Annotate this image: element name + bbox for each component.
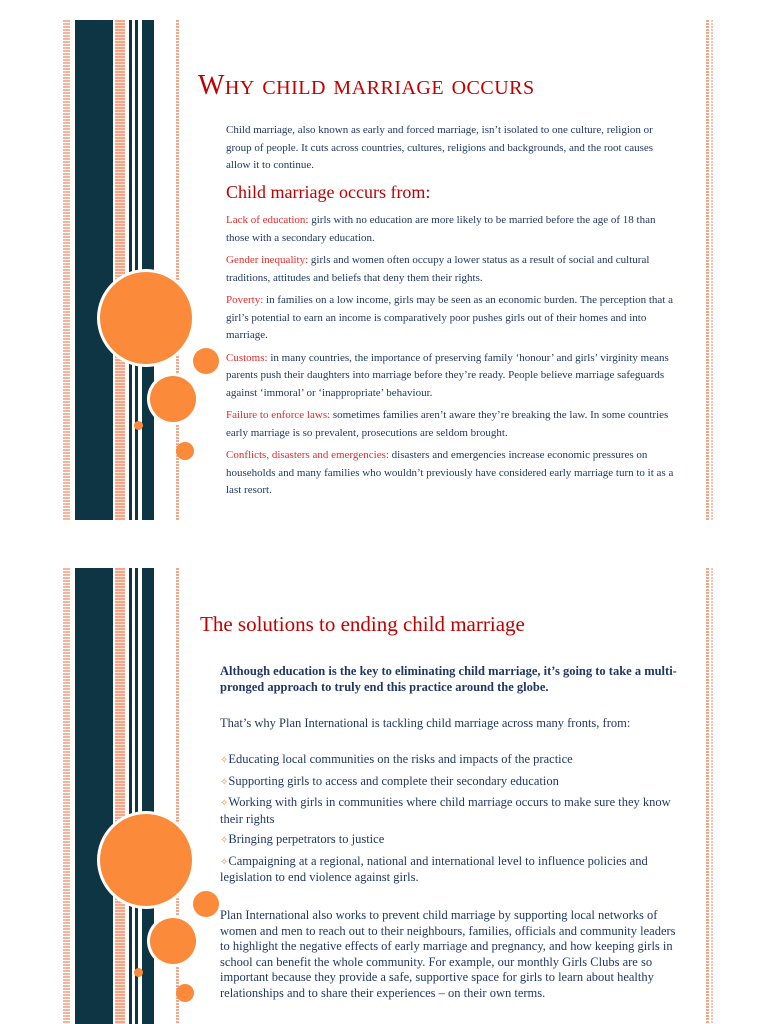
decor-stripe bbox=[75, 20, 113, 520]
bullet-text: Supporting girls to access and complete their secondary education bbox=[228, 773, 559, 788]
list-item bbox=[226, 350, 674, 403]
slide-title: The solutions to ending child marriage bbox=[200, 612, 525, 636]
decor-stripe bbox=[142, 568, 154, 1024]
bullet-diamond-icon: ✧ bbox=[220, 776, 229, 788]
solutions-list bbox=[220, 752, 680, 891]
decor-circle-medium bbox=[150, 918, 196, 964]
cause-label: Customs: bbox=[226, 351, 268, 364]
intro-paragraph: Child marriage, also known as early and forced marriage, isn’t isolated to one culture, religion or group of people. It cuts across countries, cultures, religions and backgrounds, and the root causes allow it to continue. bbox=[226, 124, 654, 171]
decor-stripe bbox=[135, 568, 138, 1024]
closing-paragraph: Plan International also works to prevent child marriage by supporting local networks of women and men to reach out to their neighbours, families, officials and community leaders to highlight the negative effects of early marriage and pregnancy, and how keeping girls in school can benefit the whole community. For example, our monthly Girls Clubs are so important because they provide a safe, supportive space for girls to learn about healthy relationships and to share their experiences – on their own terms. bbox=[220, 908, 676, 1000]
cause-text: in families on a low income, girls may be seen as an economic burden. The perception that a girl’s potential to earn an income is comparatively poor pushes girls out of their homes and into marriage. bbox=[226, 294, 674, 341]
section-subtitle: Child marriage occurs from: bbox=[226, 182, 431, 202]
slide-separator bbox=[0, 520, 768, 548]
cause-label: Failure to enforce laws: bbox=[226, 409, 331, 421]
bullet-text: Campaigning at a regional, national and international level to influence policies and legislation to end violence against girls. bbox=[220, 853, 648, 884]
decor-circle-medium bbox=[150, 376, 196, 422]
cause-text: sometimes families aren’t aware they’re breaking the law. In some countries early marriage is so prevalent, prosecutions are seldom brought. bbox=[226, 409, 669, 439]
bullet-diamond-icon: ✧ bbox=[220, 856, 229, 868]
decor-circle-dot bbox=[134, 421, 143, 430]
decor-circle-small bbox=[176, 984, 194, 1002]
list-item bbox=[220, 752, 680, 769]
lead-paragraph: Although education is the key to eliminating child marriage, it’s going to take a multi-pronged approach to truly end this practice around the globe. bbox=[220, 664, 677, 694]
decor-circle-large bbox=[100, 814, 192, 906]
decor-stripe bbox=[129, 568, 132, 1024]
decor-stripe bbox=[135, 20, 138, 520]
cause-label: Gender inequality: bbox=[226, 254, 309, 266]
causes-list bbox=[226, 212, 674, 505]
list-item bbox=[220, 854, 680, 886]
decor-stripe bbox=[142, 20, 154, 520]
bullet-text: Bringing perpetrators to justice bbox=[228, 832, 385, 846]
bullet-diamond-icon: ✧ bbox=[220, 755, 229, 766]
decor-stripe bbox=[711, 568, 713, 1024]
list-item bbox=[226, 212, 674, 247]
slide-title: Why child marriage occurs bbox=[198, 70, 535, 101]
bullet-text: Working with girls in communities where child marriage occurs to make sure they know their rights bbox=[220, 795, 671, 826]
decor-stripe bbox=[706, 568, 709, 1024]
bullet-text: Educating local communities on the risks and impacts of the practice bbox=[228, 752, 573, 766]
decor-circle-dot bbox=[134, 968, 143, 977]
cause-text: in many countries, the importance of preserving family ‘honour’ and girls’ virginity means parents push their daughters into marriage before they’re ready. People believe marriage safeguards against ‘immoral’ or ‘inappropriate’ behaviour. bbox=[226, 351, 669, 399]
decor-circle-small bbox=[193, 348, 219, 374]
bullet-diamond-icon: ✧ bbox=[220, 835, 229, 846]
list-item bbox=[220, 774, 680, 791]
decor-stripe bbox=[63, 568, 70, 1024]
decor-stripe bbox=[63, 20, 70, 520]
list-item bbox=[220, 795, 680, 827]
list-item bbox=[226, 407, 674, 442]
decor-circle-large bbox=[100, 272, 192, 364]
decor-circle-small bbox=[176, 442, 194, 460]
cause-text: girls with no education are more likely to be married before the age of 18 than those with a secondary education. bbox=[226, 214, 656, 244]
decor-stripe bbox=[711, 20, 713, 520]
decor-circle-small bbox=[193, 891, 219, 917]
intro-paragraph: That’s why Plan International is tackling child marriage across many fronts, from: bbox=[220, 716, 631, 730]
decor-stripe bbox=[115, 568, 125, 1024]
list-item bbox=[226, 292, 674, 345]
cause-label: Conflicts, disasters and emergencies: bbox=[226, 449, 389, 461]
list-item bbox=[220, 832, 680, 849]
decor-stripe bbox=[115, 20, 125, 520]
decor-stripe bbox=[75, 568, 113, 1024]
cause-label: Poverty: bbox=[226, 294, 264, 306]
list-item bbox=[226, 447, 674, 500]
cause-label: Lack of education: bbox=[226, 214, 309, 226]
bullet-diamond-icon: ✧ bbox=[220, 798, 229, 809]
decor-stripe bbox=[706, 20, 709, 520]
decor-stripe bbox=[129, 20, 132, 520]
cause-text: disasters and emergencies increase economic pressures on households and many families who wouldn’t previously have considered early marriage turn to it as a last resort. bbox=[226, 449, 674, 496]
cause-text: girls and women often occupy a lower status as a result of social and cultural traditions, attitudes and beliefs that deny them their rights. bbox=[226, 254, 650, 284]
list-item bbox=[226, 252, 674, 287]
